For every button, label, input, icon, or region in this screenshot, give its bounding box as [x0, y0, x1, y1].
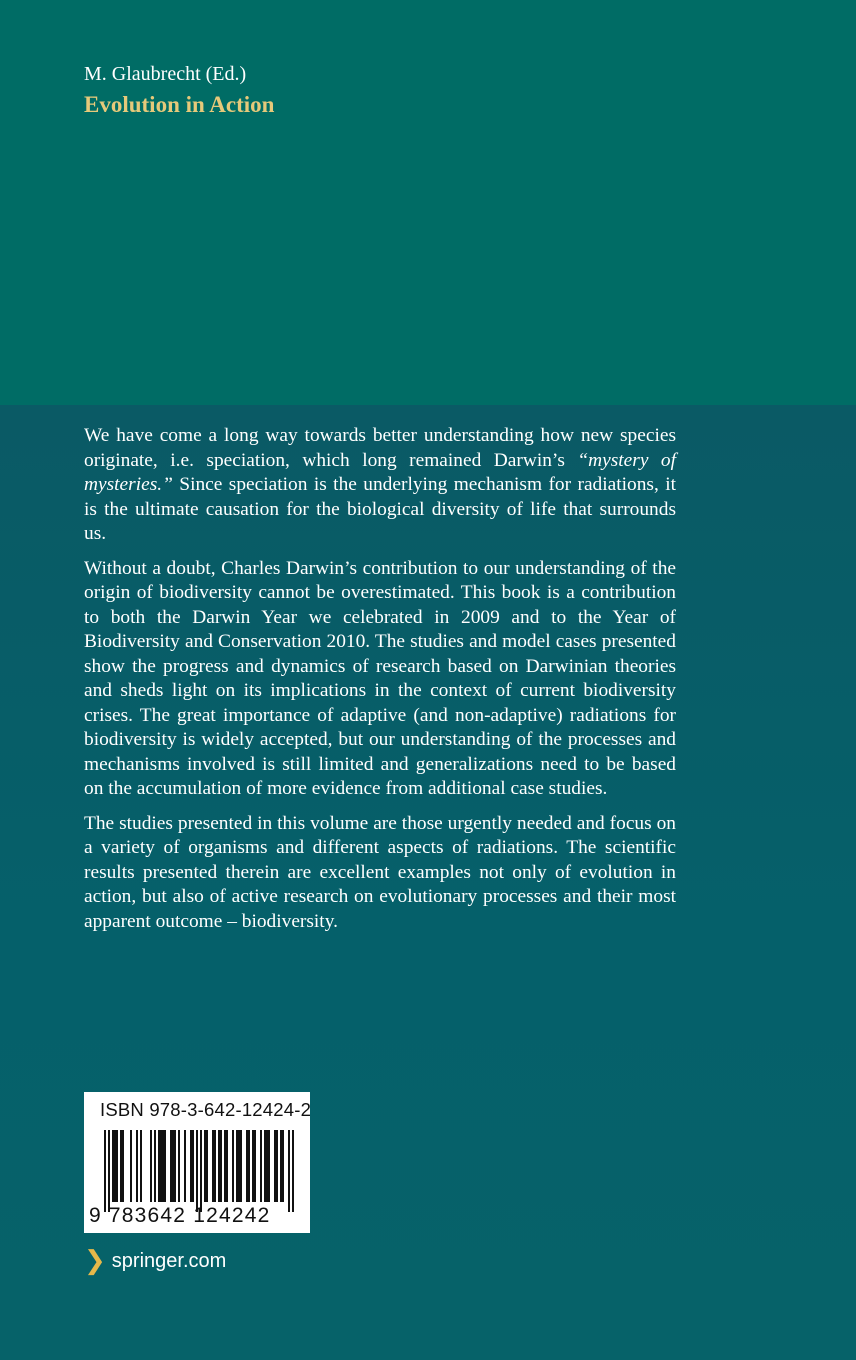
barcode-bar — [162, 1130, 164, 1202]
barcode-bar — [218, 1130, 220, 1202]
barcode-bar — [190, 1130, 192, 1202]
barcode-bar — [220, 1130, 222, 1202]
barcode-bar — [200, 1130, 202, 1212]
description-paragraph-1: We have come a long way towards better understanding how new species originate, i.e. speciation, which long remained Darwin’s “mystery of mysteries.” Since speciation is the underlying mechanism for radiations, it is the ultimate causation for the biological diversity of life that surrounds us. — [84, 425, 676, 544]
barcode-bar — [254, 1130, 256, 1202]
barcode-bar — [154, 1130, 156, 1202]
barcode-bar — [140, 1130, 142, 1202]
barcode-bar — [104, 1130, 106, 1212]
barcode-bar — [212, 1130, 214, 1202]
editor-name: M. Glaubrecht (Ed.) — [84, 63, 247, 85]
barcode-bar — [232, 1130, 234, 1202]
cover-top-panel — [0, 0, 856, 405]
barcode-bar — [276, 1130, 278, 1202]
barcode-bar — [224, 1130, 226, 1202]
barcode-bar — [280, 1130, 282, 1202]
barcode-bar — [158, 1130, 160, 1202]
barcode-bar — [196, 1130, 198, 1212]
barcode-bar — [170, 1130, 172, 1202]
barcode-bar — [226, 1130, 228, 1202]
barcode-bar — [268, 1130, 270, 1202]
barcode-bar — [136, 1130, 138, 1202]
barcode-bar — [120, 1130, 122, 1202]
book-description — [84, 424, 676, 944]
description-paragraph-2: Without a doubt, Charles Darwin’s contribution to our understanding of the origin of biodiversity cannot be overestimated. This book is a contribution to both the Darwin Year we celebrated in 2009 and to the Year of Biodiversity and Conservation 2010. The studies and model cases presented show the progress and dynamics of research based on Darwinian theories and sheds light on its implications in the context of current biodiversity crises. The great importance of adaptive (and non-adaptive) radiations for biodiversity is widely accepted, but our understanding of the processes and mechanisms involved is still limited and generalizations need to be based on the accumulation of more evidence from additional case studies. — [84, 557, 676, 799]
barcode-bar — [266, 1130, 268, 1202]
barcode-digits: 9 783642 124242 — [89, 1204, 271, 1227]
barcode-bar — [108, 1130, 110, 1212]
barcode-bar — [164, 1130, 166, 1202]
barcode-bar — [240, 1130, 242, 1202]
chevron-right-icon: ❯ — [84, 1245, 106, 1275]
barcode-bar — [116, 1130, 118, 1202]
book-title: Evolution in Action — [84, 92, 275, 117]
barcode-bar — [246, 1130, 248, 1202]
barcode-bar — [192, 1130, 194, 1202]
barcode-bar — [114, 1130, 116, 1202]
barcode-bar — [248, 1130, 250, 1202]
publisher-url: springer.com — [111, 1250, 227, 1272]
darwin-quote: “mystery of mysteries.” — [84, 449, 676, 495]
barcode-bar — [274, 1130, 276, 1202]
publisher-link[interactable] — [84, 1245, 227, 1275]
barcode-bar — [214, 1130, 216, 1202]
barcode-bar — [252, 1130, 254, 1202]
barcode-bar — [112, 1130, 114, 1202]
barcode-bar — [260, 1130, 262, 1202]
barcode-bar — [204, 1130, 206, 1202]
barcode-bar — [130, 1130, 132, 1202]
barcode-bar — [122, 1130, 124, 1202]
barcode-bar — [238, 1130, 240, 1202]
barcode-bar — [236, 1130, 238, 1202]
barcode-bar — [288, 1130, 290, 1212]
barcode-bar — [184, 1130, 186, 1202]
barcode-bar — [172, 1130, 174, 1202]
barcode-bar — [174, 1130, 176, 1202]
barcode-bar — [264, 1130, 266, 1202]
barcode-bar — [178, 1130, 180, 1202]
isbn-barcode-block — [84, 1092, 310, 1233]
barcode-bar — [150, 1130, 152, 1202]
barcode-bar — [282, 1130, 284, 1202]
description-paragraph-3: The studies presented in this volume are those urgently needed and focus on a variety of organisms and different aspects of radiations. The scientific results presented therein are excellent examples not only of evolution in action, but also of active research on evolutionary processes and their most apparent outcome – biodiversity. — [84, 812, 676, 932]
isbn-label: ISBN 978-3-642-12424-2 — [100, 1099, 312, 1120]
barcode-bar — [206, 1130, 208, 1202]
barcode-bar — [292, 1130, 294, 1212]
barcode-bar — [160, 1130, 162, 1202]
